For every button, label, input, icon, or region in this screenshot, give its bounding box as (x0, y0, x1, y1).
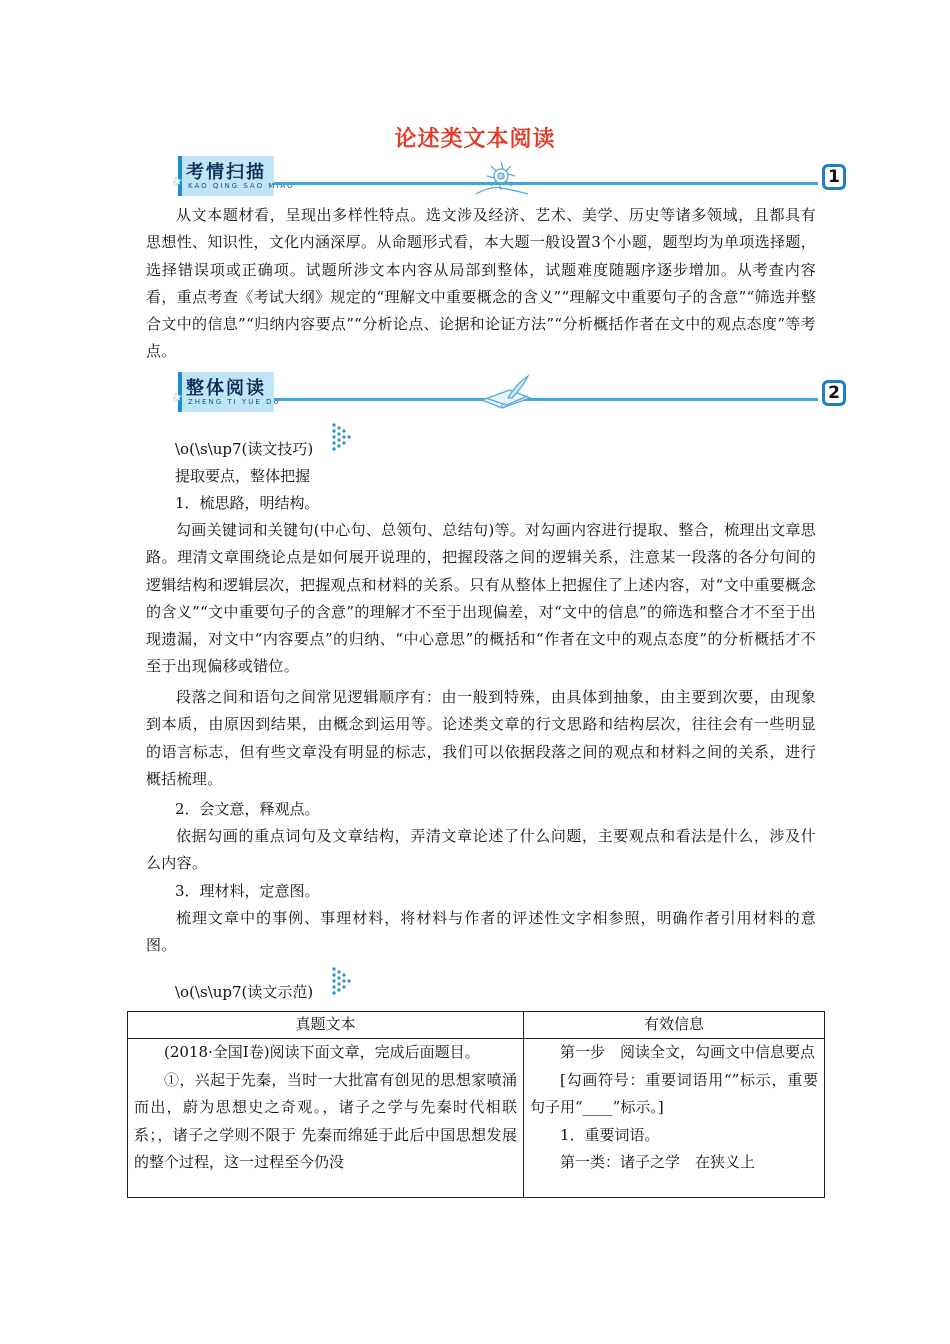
banner-pinyin: ZHENG TI YUE DU (188, 398, 281, 406)
item-1-paragraph-1: 勾画关键词和关键句(中心句、总领句、总结句)等。对勾画内容进行提取、整合，梳理出文章思路。理清文章围绕论点是如何展开说理的，把握段落之间的逻辑关系，注意某一段落的各分句间的逻辑结构和逻辑层次，把握观点和材料的关系。只有从整体上把握住了上述内容，对“文中重要概念的含义”“文中重要句子的含意”的理解才不至于出现偏差，对“文中的信息”的筛选和整合才不至于出现遗漏，对文中“内容要点”的归纳、“中心意思”的概括和“作者在文中的观点态度”的分析概括才不至于出现偏移或错位。 (146, 521, 816, 676)
table-cell-exam-text (128, 1039, 524, 1198)
table-header-row (128, 1012, 825, 1039)
banner-rule (274, 182, 818, 185)
section-banner-exam-scan (172, 156, 846, 204)
item-2-paragraph: 依据勾画的重点词句及文章结构，弄清文章论述了什么问题，主要观点和看法是什么，涉及什么内容。 (146, 827, 816, 873)
banner-heading: 整体阅读 (186, 378, 266, 399)
item-3-paragraph: 梳理文章中的事例、事理材料，将材料与作者的评述性文字相参照，明确作者引用材料的意图。 (146, 909, 816, 955)
banner-pinyin: KAO QING SAO MIAO (188, 182, 295, 190)
double-chevron-icon (331, 422, 353, 452)
double-chevron-icon (331, 966, 353, 996)
item-2-title: 2．会文意，释观点。 (175, 800, 320, 818)
table-header-cell: 真题文本 (128, 1012, 524, 1039)
intro-paragraph: 从文本题材看，呈现出多样性特点。选文涉及经济、艺术、美学、历史等诸多领域，且都具有思想性、知识性，文化内涵深厚。从命题形式看，本大题一般设置3个小题，题型均为单项选择题，选择错误项或正确项。试题所涉文本内容从局部到整体，试题难度随题序逐步增加。从考查内容看，重点考查《考试大纲》规定的“理解文中重要概念的含义”“理解文中重要句子的含意”“筛选并整合文中的信息”“归纳内容要点”“分析论点、论据和论证方法”“分析概括作者在文中的观点态度”等考点。 (146, 206, 816, 361)
page-title: 论述类文本阅读 (394, 127, 556, 152)
book-quill-icon (478, 374, 536, 414)
table-cell-key-info (524, 1039, 825, 1198)
section-subtitle: 提取要点，整体把握 (175, 467, 311, 485)
item-1-title: 1．梳思路，明结构。 (175, 494, 320, 512)
banner-heading: 考情扫描 (186, 162, 266, 183)
star-icon: ★ (172, 174, 183, 188)
section-number-badge: 2 (822, 380, 846, 406)
exam-text-line: (2018·全国Ⅰ卷)阅读下面文章，完成后面题目。 (164, 1043, 480, 1061)
key-info-line: 1．重要词语。 (560, 1125, 660, 1144)
banner-rule (274, 398, 818, 401)
key-info-line: 第一步 阅读全文，勾画文中信息要点 (560, 1043, 816, 1061)
section-number-badge: 1 (822, 164, 846, 190)
star-icon: ★ (172, 390, 183, 404)
key-info-line: [勾画符号：重要词语用“”标示，重要句子用“____”标示。] (530, 1070, 818, 1117)
sunflower-icon (470, 158, 532, 198)
item-3-title: 3．理材料，定意图。 (175, 882, 320, 900)
section-banner-overall-reading (172, 372, 846, 420)
key-info-line: 第一类：诸子之学 在狭义上 (560, 1153, 756, 1172)
table-row (128, 1039, 825, 1198)
reading-tips-label: \o(\s\up7(读文技巧) (175, 440, 314, 458)
table-header-cell: 有效信息 (524, 1012, 825, 1039)
item-1-paragraph-2: 段落之间和语句之间常见逻辑顺序有：由一般到特殊，由具体到抽象，由主要到次要，由现象到本质，由原因到结果，由概念到运用等。论述类文章的行文思路和结构层次，往往会有一些明显的语言标志，但有些文章没有明显的标志，我们可以依据段落之间的观点和材料之间的关系，进行概括梳理。 (146, 688, 816, 788)
reading-demo-label: \o(\s\up7(读文示范) (175, 983, 314, 1001)
exam-text-table (127, 1011, 825, 1198)
exam-text-line: ①，兴起于先秦，当时一大批富有创见的思想家喷涌而出，蔚为思想史之奇观。，诸子之学与先秦时代相联系；，诸子之学则不限于 先秦而绵延于此后中国思想发展的整个过程，这一过程至今仍没 (134, 1070, 517, 1172)
